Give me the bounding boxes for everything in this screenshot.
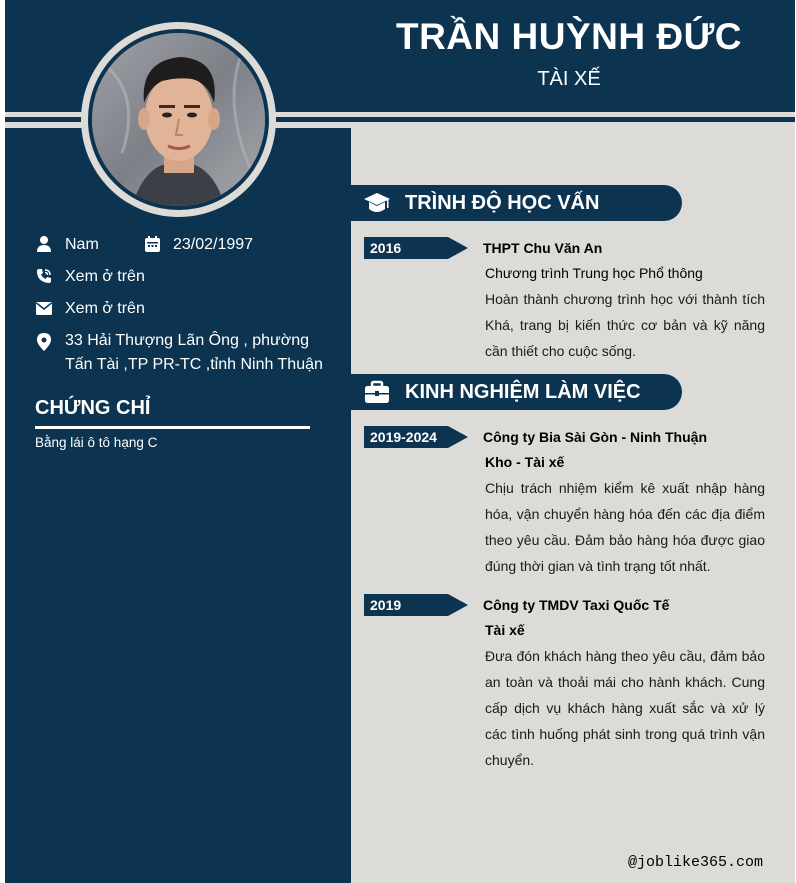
gender-row xyxy=(35,233,99,257)
experience-date: 2019 xyxy=(370,597,402,613)
certificates-divider xyxy=(35,426,310,429)
education-program: Chương trình Trung học Phổ thông xyxy=(485,265,703,281)
experience-heading: KINH NGHIỆM LÀM VIỆC xyxy=(405,381,641,403)
phone-row xyxy=(35,265,145,289)
email-text: Xem ở trên xyxy=(65,300,145,317)
email-row xyxy=(35,297,145,321)
experience-company: Công ty Bia Sài Gòn - Ninh Thuận xyxy=(483,429,707,445)
phone-icon xyxy=(35,267,53,285)
envelope-icon xyxy=(35,299,53,317)
education-heading: TRÌNH ĐỘ HỌC VẤN xyxy=(405,192,600,214)
education-section-header xyxy=(351,185,682,221)
experience-role: Kho - Tài xế xyxy=(485,454,565,470)
education-date: 2016 xyxy=(370,240,402,256)
address-text: 33 Hải Thượng Lãn Ông , phường Tấn Tài ,TP PR-TC ,tỉnh Ninh Thuận xyxy=(65,332,323,373)
experience-company: Công ty TMDV Taxi Quốc Tế xyxy=(483,597,670,613)
watermark: @joblike365.com xyxy=(627,854,763,871)
experience-role: Tài xế xyxy=(485,622,525,638)
candidate-job-title: TÀI XẾ xyxy=(537,68,601,90)
certificates-heading: CHỨNG CHỈ xyxy=(35,397,151,419)
birthdate-row xyxy=(143,233,253,257)
experience-date-tag xyxy=(364,594,468,616)
experience-description: Đưa đón khách hàng theo yêu cầu, đảm bảo an toàn và thoải mái cho hành khách. Cung cấp dịch vụ khách hàng xuất sắc và xử lý các tình huống phát sinh trong quá trình vận chuyển. xyxy=(485,648,765,768)
calendar-icon xyxy=(143,235,161,253)
location-pin-icon xyxy=(35,333,53,351)
avatar xyxy=(81,22,276,217)
gender-text: Nam xyxy=(65,236,99,253)
address-row xyxy=(35,329,335,377)
education-description: Hoàn thành chương trình học với thành tích Khá, trang bị kiến thức cơ bản và kỹ năng cần thiết cho cuộc sống. xyxy=(485,291,765,359)
birthdate-text: 23/02/1997 xyxy=(173,236,254,253)
graduation-cap-icon xyxy=(363,189,391,217)
certificate-item: Bằng lái ô tô hạng C xyxy=(35,435,158,450)
briefcase-icon xyxy=(363,378,391,406)
profile-photo xyxy=(92,33,265,206)
candidate-name: TRẦN HUỲNH ĐỨC xyxy=(395,16,743,57)
experience-date-tag xyxy=(364,426,468,448)
experience-date: 2019-2024 xyxy=(370,429,437,445)
experience-description: Chịu trách nhiệm kiểm kê xuất nhập hàng hóa, vận chuyển hàng hóa đến các địa điểm theo yêu cầu. Đảm bảo hàng hóa được giao đúng thời gian và tình trạng tốt nhất. xyxy=(485,480,765,574)
education-date-tag xyxy=(364,237,468,259)
experience-section-header xyxy=(351,374,682,410)
phone-text: Xem ở trên xyxy=(65,268,145,285)
user-icon xyxy=(35,235,53,253)
education-school: THPT Chu Văn An xyxy=(483,240,603,256)
